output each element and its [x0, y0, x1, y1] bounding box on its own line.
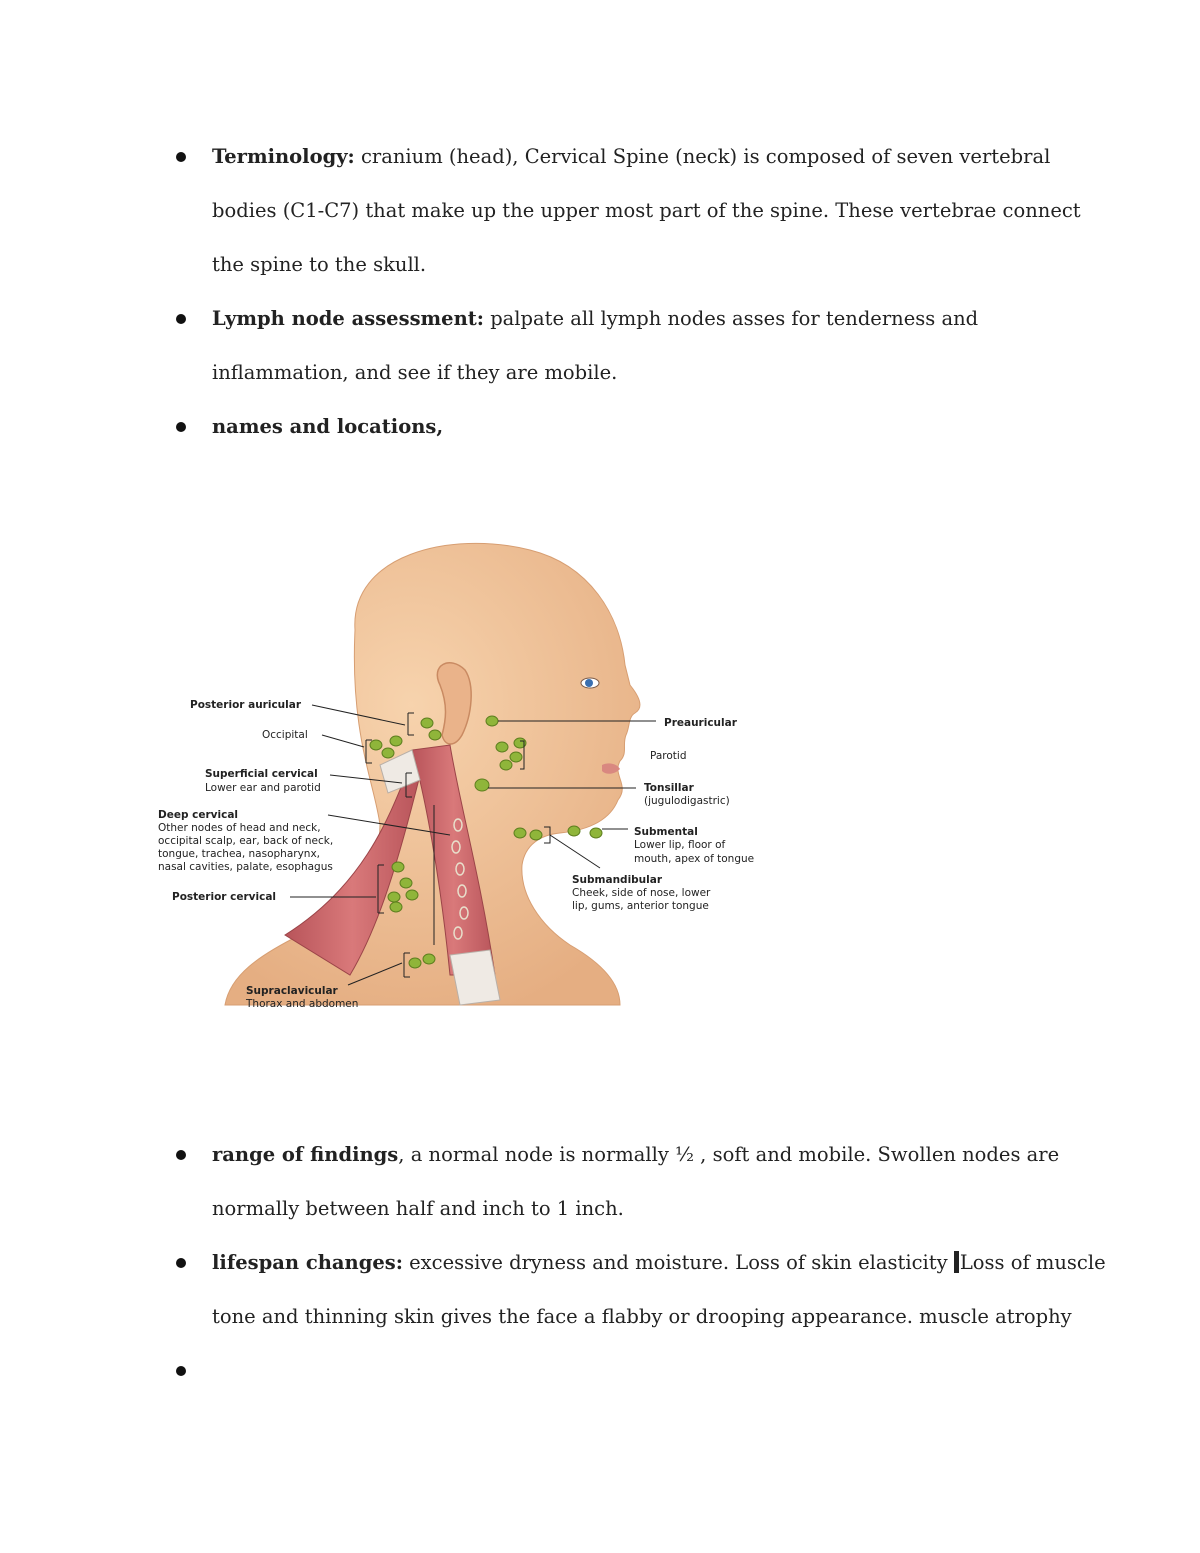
label-submental: Submental: [634, 826, 698, 838]
label-deep-cervical-desc: Other nodes of head and neck,: [158, 822, 321, 834]
bullet-text: bodies (C1-C7) that make up the upper most part of the spine. These vertebrae connect: [212, 199, 1081, 222]
bullet-range-of-findings: [212, 1128, 1092, 1236]
bullet-names-locations: [212, 400, 1092, 454]
text-cursor: [954, 1251, 959, 1273]
term-label: range of findings: [212, 1143, 399, 1166]
bullet-dot: [176, 1366, 186, 1376]
label-superficial-cervical: Superficial cervical: [205, 768, 318, 780]
term-label: Lymph node assessment:: [212, 307, 484, 330]
bullet-dot: [176, 152, 186, 162]
label-tonsillar: Tonsillar: [644, 782, 694, 794]
term-label: names and locations,: [212, 415, 444, 438]
label-posterior-cervical: Posterior cervical: [172, 891, 277, 903]
bullet-dot: [176, 422, 186, 432]
label-submental-desc: Lower lip, floor of: [634, 839, 726, 851]
bullet-text: , a normal node is normally ½ , soft and mobile. Swollen nodes are: [398, 1143, 1060, 1166]
label-submental-desc: mouth, apex of tongue: [634, 853, 755, 865]
bullet-dot: [176, 1150, 186, 1160]
label-preauricular: Preauricular: [664, 717, 737, 729]
bullet-text: inflammation, and see if they are mobile.: [212, 361, 618, 384]
label-deep-cervical-desc: occipital scalp, ear, back of neck,: [158, 835, 334, 847]
label-deep-cervical-desc: tongue, trachea, nasopharynx,: [158, 848, 320, 860]
label-deep-cervical: Deep cervical: [158, 809, 239, 821]
label-submandibular: Submandibular: [572, 874, 663, 886]
label-tonsillar-desc: (jugulodigastric): [644, 795, 730, 807]
label-deep-cervical-desc: nasal cavities, palate, esophagus: [158, 861, 333, 873]
label-posterior-auricular: Posterior auricular: [190, 699, 302, 711]
label-occipital: Occipital: [262, 729, 308, 741]
lymph-node-diagram: [150, 535, 790, 1015]
bullet-text: cranium (head), Cervical Spine (neck) is composed of seven vertebral: [360, 145, 1051, 168]
bullet-text: excessive dryness and moisture. Loss of skin elasticity: [409, 1251, 948, 1274]
label-parotid: Parotid: [650, 750, 687, 762]
bullet-text: tone and thinning skin gives the face a flabby or drooping appearance. muscle atrophy: [212, 1305, 1072, 1328]
label-submandibular-desc: lip, gums, anterior tongue: [572, 900, 709, 912]
bullet-text: Loss of muscle: [959, 1251, 1106, 1274]
bullet-dot: [176, 1258, 186, 1268]
label-supraclavicular-desc: Thorax and abdomen: [246, 998, 359, 1010]
term-label: Terminology:: [212, 145, 355, 168]
bullet-lymph-node-assessment: [212, 292, 1092, 400]
bullet-text: the spine to the skull.: [212, 253, 427, 276]
bullet-dot: [176, 314, 186, 324]
label-supraclavicular: Supraclavicular: [246, 985, 338, 997]
label-superficial-cervical-desc: Lower ear and parotid: [205, 782, 321, 794]
bullet-text: palpate all lymph nodes asses for tenderness and: [490, 307, 979, 330]
bullet-text: normally between half and inch to 1 inch.: [212, 1197, 624, 1220]
label-submandibular-desc: Cheek, side of nose, lower: [572, 887, 711, 899]
term-label: lifespan changes:: [212, 1251, 403, 1274]
bullet-terminology: [212, 130, 1092, 292]
bullet-lifespan-changes: [212, 1236, 1112, 1344]
